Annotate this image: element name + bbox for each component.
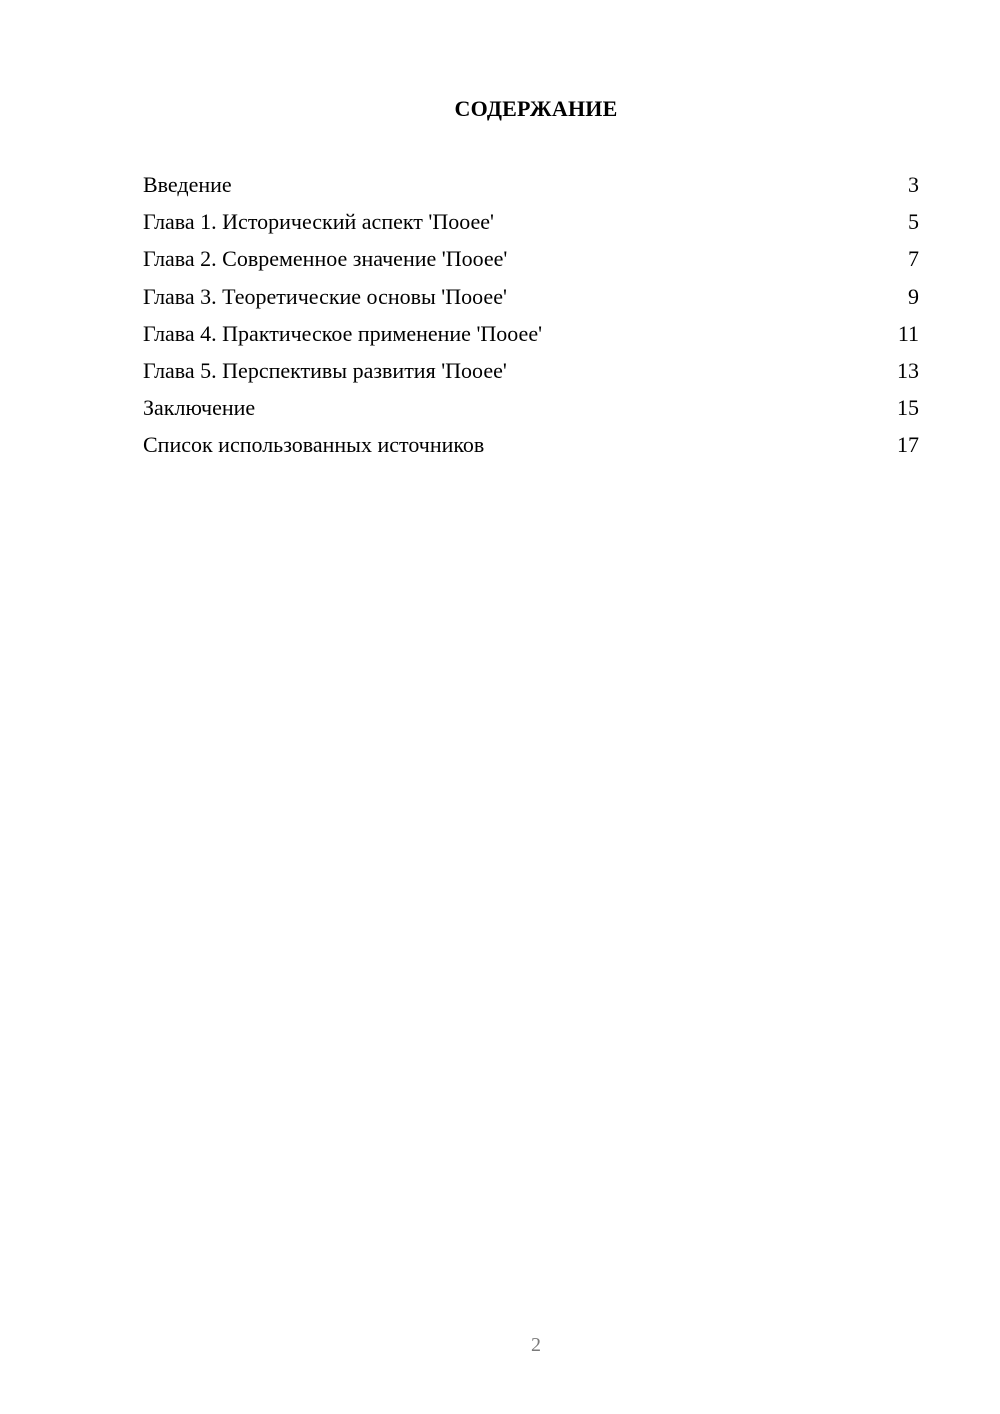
toc-entry-chapter-1 [143,207,919,244]
toc-entry-title: Глава 2. Современное значение 'Пооее' [143,246,508,272]
toc-entry-chapter-5 [143,356,919,393]
toc-entry-title: Глава 3. Теоретические основы 'Пооее' [143,283,507,309]
toc-entry-page: 13 [897,357,919,383]
toc-entry-page: 7 [908,246,919,272]
toc-entry-title: Глава 1. Исторический аспект 'Пооее' [143,209,494,235]
toc-entry-chapter-2 [143,244,919,281]
toc-entry-title: Заключение [143,395,256,421]
toc-entry-references [143,430,919,467]
toc-entry-page: 5 [908,209,919,235]
toc-entry-page: 11 [897,320,919,346]
toc-entry-title: Глава 4. Практическое применение 'Пооее' [143,320,543,346]
toc-entry-chapter-3 [143,282,919,319]
table-of-contents [143,170,919,468]
toc-entry-conclusion [143,393,919,430]
toc-entry-page: 15 [897,395,919,421]
toc-entry-page: 17 [897,432,919,458]
toc-entry-introduction [143,170,919,207]
toc-entry-page: 9 [908,283,919,309]
toc-entry-page: 3 [908,172,919,197]
toc-entry-chapter-4 [143,319,919,356]
page-number: 2 [531,1334,541,1356]
page-title: СОДЕРЖАНИЕ [454,96,618,121]
toc-entry-title: Глава 5. Перспективы развития 'Пооее' [143,357,507,383]
toc-entry-title: Список использованных источников [143,432,485,458]
toc-entry-title: Введение [143,172,232,197]
